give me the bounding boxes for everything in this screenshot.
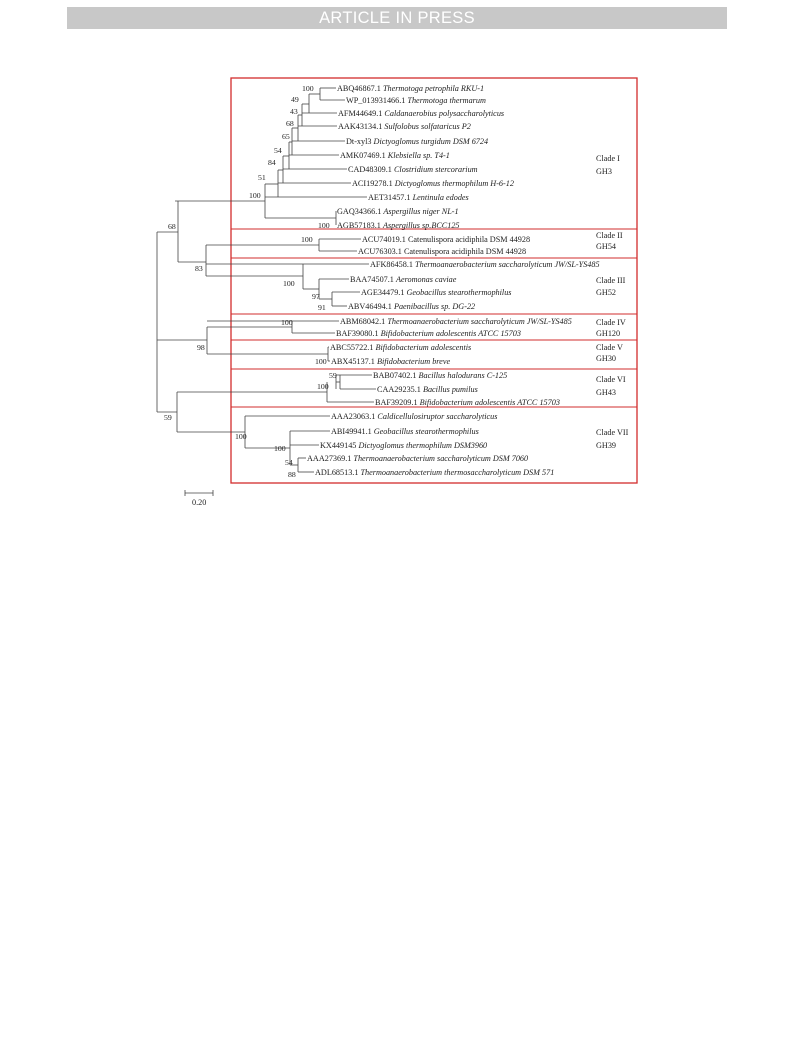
bootstrap-value: 88 [288, 470, 296, 479]
leaf-label: BAF39080.1 Bifidobacterium adolescentis ATCC 15703 [336, 329, 521, 338]
clade-family: GH39 [596, 441, 617, 450]
bootstrap-value: 100 [281, 318, 293, 327]
leaf-label: ACI19278.1 Dictyoglomus thermophilum H-6-12 [352, 179, 514, 188]
clade-name: Clade V [596, 343, 623, 352]
clade-name: Clade VII [596, 428, 629, 437]
clade-family: GH52 [596, 288, 617, 297]
leaf-labels [307, 84, 600, 477]
clade-family: GH54 [596, 242, 617, 251]
clade-name: Clade IV [596, 318, 626, 327]
bootstrap-value: 100 [317, 382, 329, 391]
bootstrap-value: 100 [315, 357, 327, 366]
clade-family: GH3 [596, 167, 612, 176]
bootstrap-value: 100 [283, 279, 295, 288]
leaf-label: CAD48309.1 Clostridium stercorarium [348, 165, 478, 174]
leaf-label: ACU76303.1 Catenulispora acidiphila DSM 44928 [358, 247, 527, 256]
leaf-label: ABM68042.1 Thermoanaerobacterium saccharolyticum JW/SL-YS485 [340, 317, 572, 326]
clade-family: GH43 [596, 388, 617, 397]
leaf-label: ABC55722.1 Bifidobacterium adolescentis [330, 343, 472, 352]
bootstrap-value: 59 [164, 413, 172, 422]
bootstrap-value: 43 [290, 107, 298, 116]
clade-name: Clade II [596, 231, 623, 240]
leaf-label: AGE34479.1 Geobacillus stearothermophilus [361, 288, 512, 297]
clade-name: Clade VI [596, 375, 626, 384]
leaf-label: AAA27369.1 Thermoanaerobacterium saccharolyticum DSM 7060 [307, 454, 529, 463]
bootstrap-value: 54 [274, 146, 282, 155]
clade-family: GH120 [596, 329, 621, 338]
leaf-label: ABQ46867.1 Thermotoga petrophila RKU-1 [337, 84, 485, 93]
bootstrap-value: 84 [268, 158, 276, 167]
leaf-label: AGB57183.1 Aspergillus sp.BCC125 [337, 221, 460, 230]
leaf-label: AMK07469.1 Klebsiella sp. T4-1 [340, 151, 450, 160]
article-in-press-banner: ARTICLE IN PRESS [67, 7, 727, 29]
scale-bar [185, 490, 213, 507]
bootstrap-value: 100 [301, 235, 313, 244]
leaf-label: AFM44649.1 Caldanaerobius polysaccharolyticus [338, 109, 505, 118]
bootstrap-value: 49 [291, 95, 299, 104]
leaf-label: ADL68513.1 Thermoanaerobacterium thermosaccharolyticum DSM 571 [315, 468, 555, 477]
leaf-label: GAQ34366.1 Aspergillus niger NL-1 [337, 207, 459, 216]
bootstrap-value: 100 [318, 221, 330, 230]
leaf-label: BAB07402.1 Bacillus halodurans C-125 [373, 371, 508, 380]
clade-family: GH30 [596, 354, 617, 363]
bootstrap-value: 68 [286, 119, 294, 128]
leaf-label: WP_013931466.1 Thermotoga thermarum [346, 96, 486, 105]
leaf-label: AFK86458.1 Thermoanaerobacterium saccharolyticum JW/SL-YS485 [370, 260, 600, 269]
leaf-label: BAF39209.1 Bifidobacterium adolescentis ATCC 15703 [375, 398, 560, 407]
bootstrap-value: 98 [197, 343, 205, 352]
clade-labels [596, 154, 629, 450]
leaf-label: Dt-xyl3 Dictyoglomus turgidum DSM 6724 [346, 137, 489, 146]
bootstrap-value: 100 [235, 432, 247, 441]
bootstrap-value: 59 [329, 371, 337, 380]
scale-bar-label: 0.20 [192, 498, 207, 507]
leaf-label: AAA23063.1 Caldicellulosiruptor saccharolyticus [331, 412, 498, 421]
leaf-label: ACU74019.1 Catenulispora acidiphila DSM 44928 [362, 235, 531, 244]
bootstrap-value: 100 [249, 191, 261, 200]
leaf-label: ABV46494.1 Paenibacillus sp. DG-22 [348, 302, 476, 311]
leaf-label: CAA29235.1 Bacillus pumilus [377, 385, 478, 394]
bootstrap-value: 68 [168, 222, 176, 231]
leaf-label: ABI49941.1 Geobacillus stearothermophilus [331, 427, 479, 436]
leaf-label: AAK43134.1 Sulfolobus solfataricus P2 [338, 122, 471, 131]
leaf-label: KX449145 Dictyoglomus thermophilum DSM3960 [320, 441, 488, 450]
leaf-label: BAA74507.1 Aeromonas caviae [350, 275, 457, 284]
bootstrap-value: 100 [274, 444, 286, 453]
bootstrap-value: 100 [302, 84, 314, 93]
bootstrap-labels [164, 84, 337, 479]
bootstrap-value: 51 [258, 173, 266, 182]
bootstrap-value: 65 [282, 132, 290, 141]
bootstrap-value: 83 [195, 264, 203, 273]
bootstrap-value: 91 [318, 303, 326, 312]
clade-name: Clade I [596, 154, 620, 163]
bootstrap-value: 54 [285, 458, 293, 467]
leaf-label: ABX45137.1 Bifidobacterium breve [331, 357, 451, 366]
clade-name: Clade III [596, 276, 626, 285]
bootstrap-value: 97 [312, 292, 320, 301]
leaf-label: AET31457.1 Lentinula edodes [368, 193, 469, 202]
